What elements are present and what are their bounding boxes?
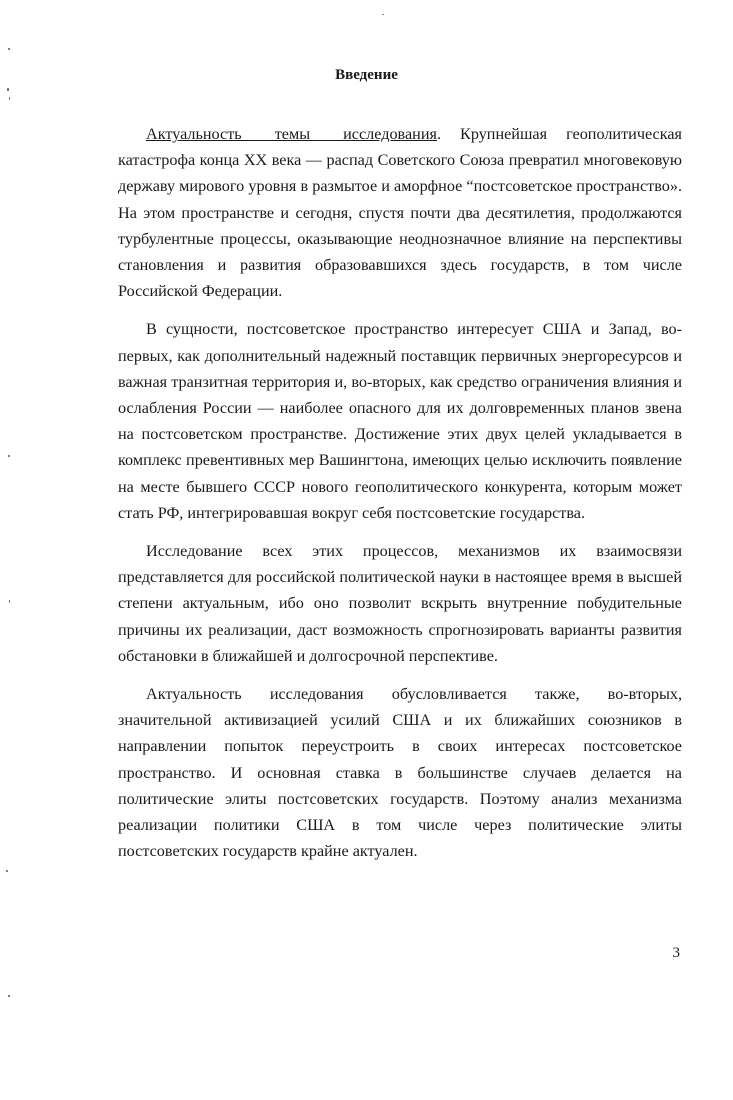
scan-speck xyxy=(7,88,9,91)
scan-speck xyxy=(8,455,10,457)
scan-speck xyxy=(8,995,10,997)
page-title: Введение xyxy=(335,67,398,83)
paragraph-1 xyxy=(118,121,682,304)
scan-speck xyxy=(382,14,384,15)
paragraph-3: Исследование всех этих процессов, механизмов их взаимосвязи представляется для российской политической науки в настоящее время в высшей степени актуальным, ибо оно позволит вскрыть внутренние побудительные причины их реализации, даст возможность спрогнозировать варианты развития обстановки в ближайшей и долгосрочной перспективе. xyxy=(118,542,682,665)
paragraph-2: В сущности, постсоветское пространство интересует США и Запад, во-первых, как дополнительный надежный поставщик первичных энергоресурсов и важная транзитная территория и, во-вторых, как средство ограничения влияния и ослабления России — наиболее опасного для их долговременных планов звена на постсоветском пространстве. Достижение этих двух целей укладывается в комплекс превентивных мер Вашингтона, имеющих целью исключить появление на месте бывшего СССР нового геополитического конкурента, которым может стать РФ, интегрировавшая вокруг себя постсоветские государства. xyxy=(118,320,682,522)
scan-speck xyxy=(9,600,10,603)
scan-speck xyxy=(8,48,10,50)
page-number: 3 xyxy=(672,945,680,961)
relevance-heading: Актуальность темы исследования xyxy=(146,125,437,143)
body-text xyxy=(118,121,682,876)
scan-speck xyxy=(6,870,8,872)
scan-speck xyxy=(9,97,10,100)
paragraph-1-text: . Крупнейшая геополитическая катастрофа конца XX века — распад Советского Союза превратил многовековую державу мирового уровня в размытое и аморфное “постсоветское пространство». На этом пространстве и сегодня, спустя почти два десятилетия, продолжаются турбулентные процессы, оказывающие неоднозначное влияние на перспективы становления и развития образовавшихся здесь государств, в том числе Российской Федерации. xyxy=(118,125,682,301)
paragraph-4: Актуальность исследования обусловливается также, во-вторых, значительной активизацией усилий США и их ближайших союзников в направлении попыток переустроить в своих интересах постсоветское пространство. И основная ставка в большинстве случаев делается на политические элиты постсоветских государств. Поэтому анализ механизма реализации политики США в том числе через политические элиты постсоветских государств крайне актуален. xyxy=(118,685,682,861)
